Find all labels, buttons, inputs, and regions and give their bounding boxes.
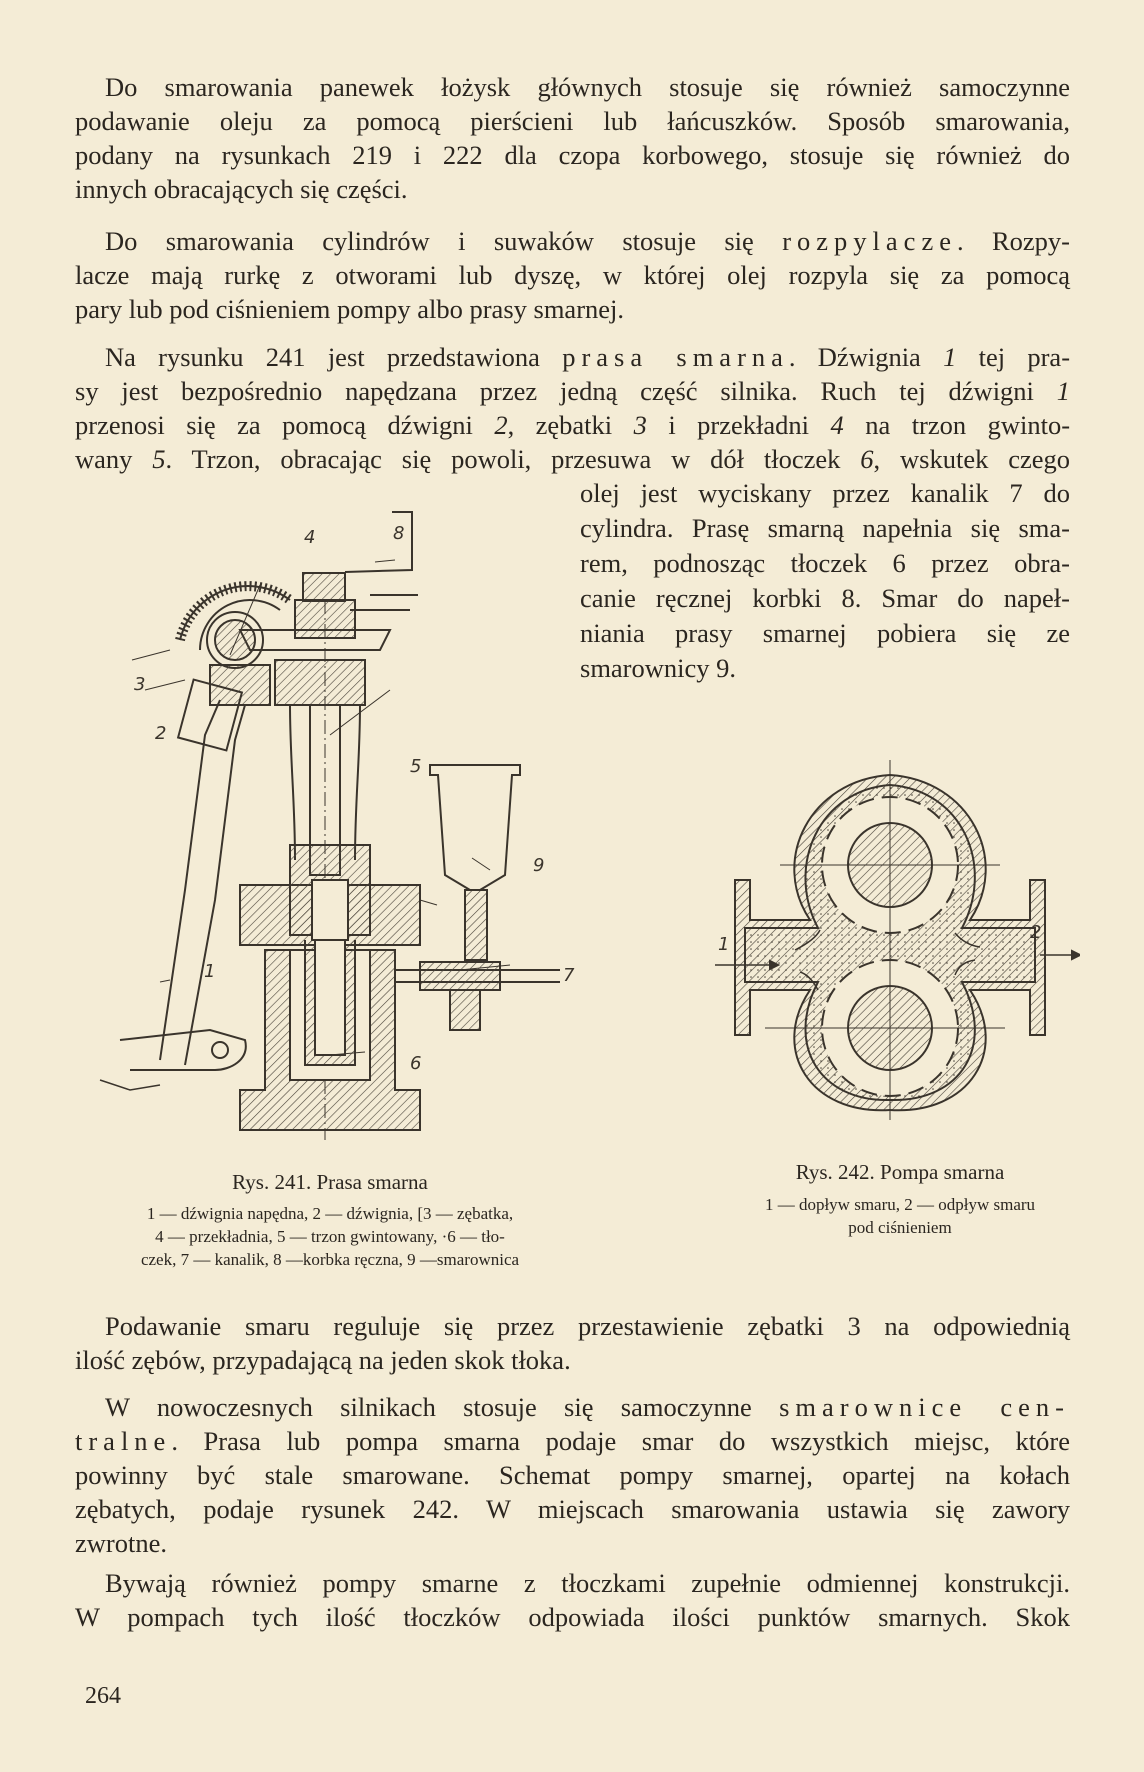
paragraph-3-line-1 xyxy=(105,340,1070,374)
paragraph-4-line-2: ilość zębów, przypadającą na jeden skok tłoka. xyxy=(75,1345,571,1375)
figure-241-label-5: 5 xyxy=(410,756,422,777)
ref-6: 6 xyxy=(860,444,874,474)
figure-242-gear-pump-drawing xyxy=(700,750,1080,1120)
paragraph-2-line-3: pary lub pod ciśnieniem pompy albo prasy smarnej. xyxy=(75,294,625,324)
paragraph-1-line-1: Do smarowania panewek łożysk głównych stosuje się również samoczynne xyxy=(105,72,1070,102)
ref-1: 1 xyxy=(1056,376,1070,406)
figure-241-label-1: 1 xyxy=(204,961,216,982)
paragraph-5-line-4: zębatych, podaje rysunek 242. W miejscach smarowania ustawia się zawory xyxy=(75,1494,1070,1524)
text: . Prasa lub pompa smarna podaje smar do wszystkich miejsc, które xyxy=(171,1426,1070,1456)
paragraph-5-line-3: powinny być stale smarowane. Schemat pompy smarnej, opartej na kołach xyxy=(75,1460,1070,1490)
column-line: niania prasy smarnej pobiera się ze xyxy=(580,618,1070,648)
figure-242-label-2: 2 xyxy=(1030,922,1042,943)
figure-242-caption-title: Rys. 242. Pompa smarna xyxy=(795,1160,1005,1184)
text: i przekładni xyxy=(668,410,810,440)
figure-241-label-2: 2 xyxy=(155,723,167,744)
emphasis-smarownice-centralne: smarownice cen- xyxy=(779,1392,1071,1422)
figure-241-label-8: 8 xyxy=(393,523,405,544)
paragraph-1-line-4: innych obracających się części. xyxy=(75,174,408,204)
figure-242-label-1: 1 xyxy=(718,934,730,955)
figure-241-label-4: 4 xyxy=(304,527,316,548)
paragraph-1-line-2: podawanie oleju za pomocą pierścieni lub łańcuszków. Sposób smarowania, xyxy=(75,106,1070,136)
paragraph-6-line-1: Bywają również pompy smarne z tłoczkami zupełnie odmiennej konstrukcji. xyxy=(105,1568,1070,1598)
text: sy jest bezpośrednio napędzana przez jedną część silnika. Ruch tej dźwigni xyxy=(75,376,1034,406)
text: na trzon gwinto- xyxy=(865,410,1071,440)
caption-line: 1 — dźwignia napędna, 2 — dźwignia, [3 — zębatka, xyxy=(146,1204,514,1223)
caption-line: pod ciśnieniem xyxy=(848,1218,952,1237)
caption-line: 1 — dopływ smaru, 2 — odpływ smaru xyxy=(764,1195,1036,1214)
paragraph-4-line-1: Podawanie smaru reguluje się przez przestawienie zębatki 3 na odpowiednią xyxy=(105,1311,1070,1341)
paragraph-2-line-1 xyxy=(105,224,1070,258)
page-number: 264 xyxy=(85,1683,121,1709)
ref-2: 2 xyxy=(494,410,508,440)
paragraph-2-line-2: lacze mają rurkę z otworami lub dyszę, w której olej rozpyla się za pomocą xyxy=(75,260,1070,290)
text: , wskutek czego xyxy=(873,444,1070,474)
column-line: canie ręcznej korbki 8. Smar do napeł- xyxy=(580,583,1070,613)
column-line: smarownicy 9. xyxy=(580,653,737,683)
ref-4: 4 xyxy=(830,410,844,440)
paragraph-5-line-5: zwrotne. xyxy=(75,1528,167,1558)
figure-242-caption-legend xyxy=(700,1193,1100,1239)
text: , zębatki xyxy=(507,410,613,440)
figure-241-label-6: 6 xyxy=(410,1053,422,1074)
paragraph-5-line-2 xyxy=(75,1424,1070,1458)
ref-1: 1 xyxy=(943,342,957,372)
emphasis-rozpylacze: rozpylacze xyxy=(782,226,957,256)
ref-5: 5 xyxy=(152,444,166,474)
text: . Rozpy- xyxy=(956,226,1071,256)
figure-241-caption-legend xyxy=(70,1202,590,1271)
emphasis-centralne: tralne xyxy=(75,1426,172,1456)
text: Do smarowania cylindrów i suwaków stosuje się xyxy=(105,226,754,256)
text: wany xyxy=(75,444,133,474)
paragraph-3-column xyxy=(580,476,1070,686)
paragraph-3-line-3 xyxy=(75,408,1070,442)
paragraph-1-line-3: podany na rysunkach 219 i 222 dla czopa korbowego, stosuje się również do xyxy=(75,140,1070,170)
paragraph-3-line-2 xyxy=(75,374,1070,408)
paragraph-6-line-2: W pompach tych ilość tłoczków odpowiada ilości punktów smarnych. Skok xyxy=(75,1602,1070,1632)
text: . Dźwignia xyxy=(788,342,921,372)
text: tej pra- xyxy=(978,342,1071,372)
text: . Trzon, obracając się powoli, przesuwa w dół tłoczek xyxy=(165,444,841,474)
text: W nowoczesnych silnikach stosuje się samoczynne xyxy=(105,1392,752,1422)
paragraph-5-line-1 xyxy=(105,1390,1070,1424)
caption-line: czek, 7 — kanalik, 8 —korbka ręczna, 9 —smarownica xyxy=(140,1250,520,1269)
text: Na rysunku 241 jest przedstawiona xyxy=(105,342,540,372)
emphasis-prasa-smarna: prasa smarna xyxy=(562,342,789,372)
figure-241-label-7: 7 xyxy=(563,965,575,986)
paragraph-3-line-4 xyxy=(75,442,1070,476)
column-line: olej jest wyciskany przez kanalik 7 do xyxy=(580,478,1070,508)
column-line: cylindra. Prasę smarną napełnia się sma- xyxy=(580,513,1070,543)
figure-241-label-9: 9 xyxy=(533,855,545,876)
text: przenosi się za pomocą dźwigni xyxy=(75,410,473,440)
figure-241-grease-press-drawing xyxy=(90,500,580,1140)
figure-241-label-3: 3 xyxy=(134,674,146,695)
figure-241-caption-title: Rys. 241. Prasa smarna xyxy=(232,1170,428,1194)
caption-line: 4 — przekładnia, 5 — trzon gwintowany, ·6 — tło- xyxy=(155,1227,505,1246)
column-line: rem, podnosząc tłoczek 6 przez obra- xyxy=(580,548,1070,578)
ref-3: 3 xyxy=(633,410,647,440)
